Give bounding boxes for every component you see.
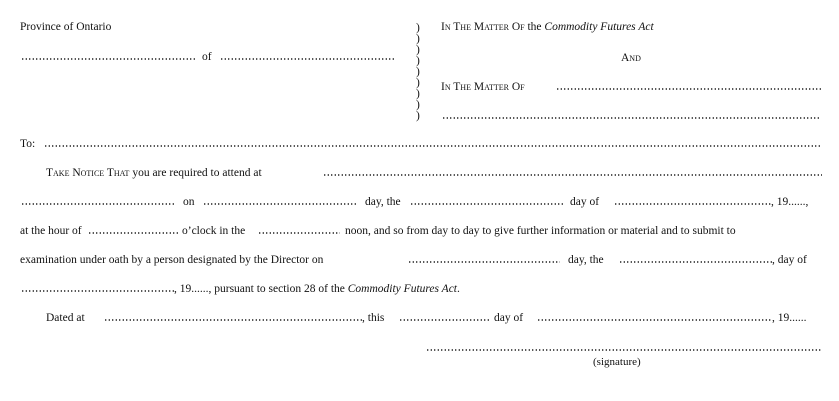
act-name-2: Commodity Futures Act [347,283,458,295]
bracket: ) [416,22,420,34]
matter-blank-2[interactable] [442,117,821,119]
signature-blank[interactable] [426,349,822,351]
dated-month-blank[interactable] [537,319,772,321]
bracket: ) [416,66,420,78]
dated-at-label: Dated at [46,312,85,324]
matter-prefix: In The Matter Of [441,21,525,33]
bracket: ) [416,55,420,67]
at-hour-label: at the hour of [20,225,82,237]
day-the-label-2: day, the [568,254,604,266]
to-label: To: [20,138,36,150]
line6-text [174,282,460,296]
dated-day-blank[interactable] [399,319,489,321]
date-blank-1[interactable] [410,203,565,205]
day-of-label-2: , day of [772,254,807,266]
day-the-label-1: day, the [365,196,401,208]
year-section-text: , 19......, pursuant to section 28 of the [174,283,345,295]
weekday-blank-1[interactable] [203,203,356,205]
notice-text [46,166,262,180]
matter-blank-1[interactable] [556,88,821,90]
to-blank[interactable] [44,145,822,147]
weekday-blank-2[interactable] [408,261,560,263]
bracket: ) [416,110,420,122]
bracket: ) [416,33,420,45]
bracket: ) [416,77,420,89]
notice-rest: you are required to attend at [132,167,262,179]
matter-heading [441,20,654,34]
and-label: And [621,52,641,64]
act-name: Commodity Futures Act [544,21,654,33]
attend-blank-cont[interactable] [21,203,176,205]
place-blank[interactable] [220,58,395,60]
period: . [457,283,460,295]
matter-the: the [527,21,542,33]
year-label-1: , 19......, [771,196,809,208]
dated-day-of-label: day of [494,312,524,324]
of-label: of [202,51,212,63]
day-of-label-1: day of [570,196,600,208]
hour-blank[interactable] [88,232,178,234]
this-label: , this [362,312,385,324]
dated-place-blank[interactable] [104,319,362,321]
on-label: on [183,196,195,208]
bracket: ) [416,88,420,100]
dated-year-label: , 19...... [772,312,807,324]
province-label: Province of Ontario [20,21,112,33]
notice-lead: Take Notice That [46,167,130,179]
date-blank-2[interactable] [619,261,772,263]
noon-blank[interactable] [258,232,340,234]
bracket: ) [416,99,420,111]
exam-text: examination under oath by a person designated by the Director on [20,254,324,266]
month-blank-1[interactable] [614,203,771,205]
month-blank-2[interactable] [21,290,174,292]
noon-text: noon, and so from day to day to give further information or material and to submit to [345,225,736,237]
matter2-label: In The Matter Of [441,81,525,93]
oclock-label: o’clock in the [182,225,246,237]
name-blank[interactable] [21,58,196,60]
bracket: ) [416,44,420,56]
signature-label: (signature) [593,356,641,368]
attend-place-blank[interactable] [323,174,822,176]
